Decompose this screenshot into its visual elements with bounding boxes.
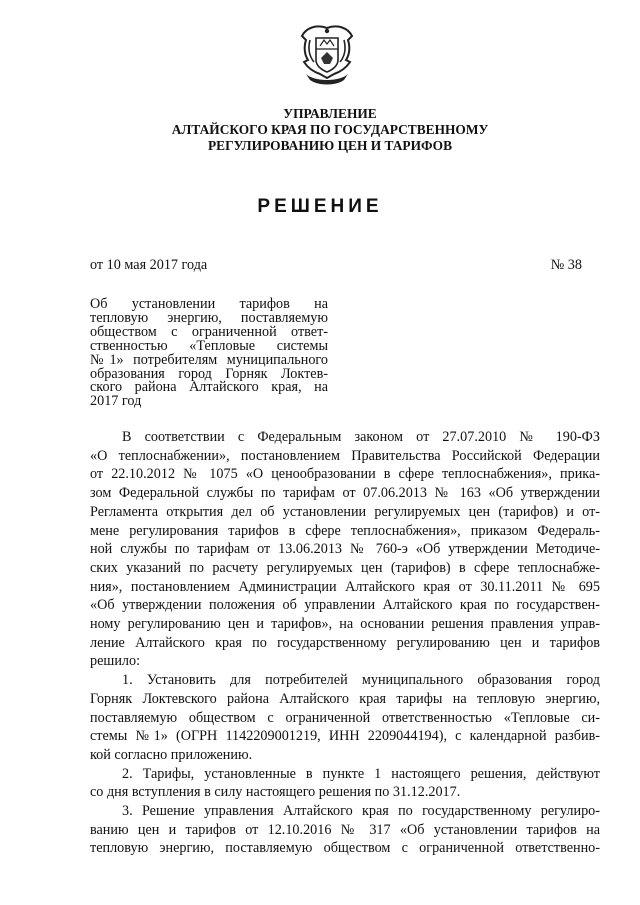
subject-line: тепловую энергию, поставляемую [90,309,328,326]
body-line: зом Федеральной службы по тарифам от 07.06.2013 № 163 «Об утверждении [90,485,600,502]
subject-line: обществом с ограниченной ответ- [90,323,328,340]
body-line: ванию цен и тарифов от 12.10.2016 № 317 «Об установлении тарифов на [90,821,600,838]
issuer-header [80,106,580,154]
body-line: «Об утверждении положения об управлении Алтайского края по государствен- [90,597,600,614]
subject-line: Об установлении тарифов на [90,296,328,312]
body-line: стемы №1» (ОГРН 1142209001219, ИНН 2209044194), с календарной разбив- [90,728,600,745]
body-line: от 22.10.2012 № 1075 «О ценообразовании в сфере теплоснабжения», прика- [90,466,600,483]
body-line: ских указаний по расчету регулируемых цен (тарифов) в сфере теплоснабже- [90,559,600,576]
body-line: тепловую энергию, поставляемую обществом с ограниченной ответственно- [90,840,600,857]
subject-line: ственностью «Тепловые системы [90,337,328,354]
body-line: 2. Тарифы, установленные в пункте 1 настоящего решения, действуют [122,765,600,782]
decision-subject [90,298,328,409]
body-line: поставляемую обществом с ограниченной ответственностью «Тепловые си- [90,709,600,726]
body-line: Горняк Локтевского района Алтайского края тарифы на тепловую энергию, [90,690,600,707]
body-line: В соответствии с Федеральным законом от 27.07.2010 № 190-ФЗ [122,429,600,445]
decision-date: от 10 мая 2017 года [90,257,208,273]
subject-line: №1» потребителям муниципального [90,351,328,368]
body-line: 1. Установить для потребителей муниципального образования город [122,672,600,689]
decision-number: № 38 [550,257,582,273]
body-line: «О теплоснабжении», постановлением Правительства Российской Федерации [90,447,600,464]
body-line: Регламента открытия дел об установлении регулируемых цен (тарифов) и от- [90,503,600,520]
body-line: ной службы по тарифам от 13.06.2013 № 760-э «Об утверждении Методиче- [90,541,600,558]
subject-line: 2017 год [90,393,142,410]
body-line: ному регулированию цен и тарифов», на основании решения правления управ- [90,616,600,633]
decision-body [90,428,600,858]
body-line: кой согласно приложению. [90,746,253,763]
body-line: решило: [90,653,141,670]
header-line-1: УПРАВЛЕНИЕ [283,106,377,121]
header-line-2: АЛТАЙСКОГО КРАЯ ПО ГОСУДАРСТВЕННОМУ [171,122,489,137]
subject-line: ского района Алтайского края, на [90,379,328,396]
body-line: 3. Решение управления Алтайского края по государственному регулиро- [122,803,600,820]
coat-of-arms-emblem [296,22,358,90]
body-line: мене регулирования тарифов в сфере теплоснабжения», приказом Федераль- [90,522,600,539]
header-line-3: РЕГУЛИРОВАНИЮ ЦЕН И ТАРИФОВ [207,138,453,153]
body-line: ния», постановлением Администрации Алтайского края от 30.11.2011 № 695 [90,578,600,595]
subject-line: образования город Горняк Локтев- [90,365,328,382]
decision-title: РЕШЕНИЕ [257,196,383,217]
body-line: ление Алтайского края по государственному регулированию цен и тарифов [90,634,600,651]
body-line: со дня вступления в силу настоящего решения по 31.12.2017. [90,784,461,801]
